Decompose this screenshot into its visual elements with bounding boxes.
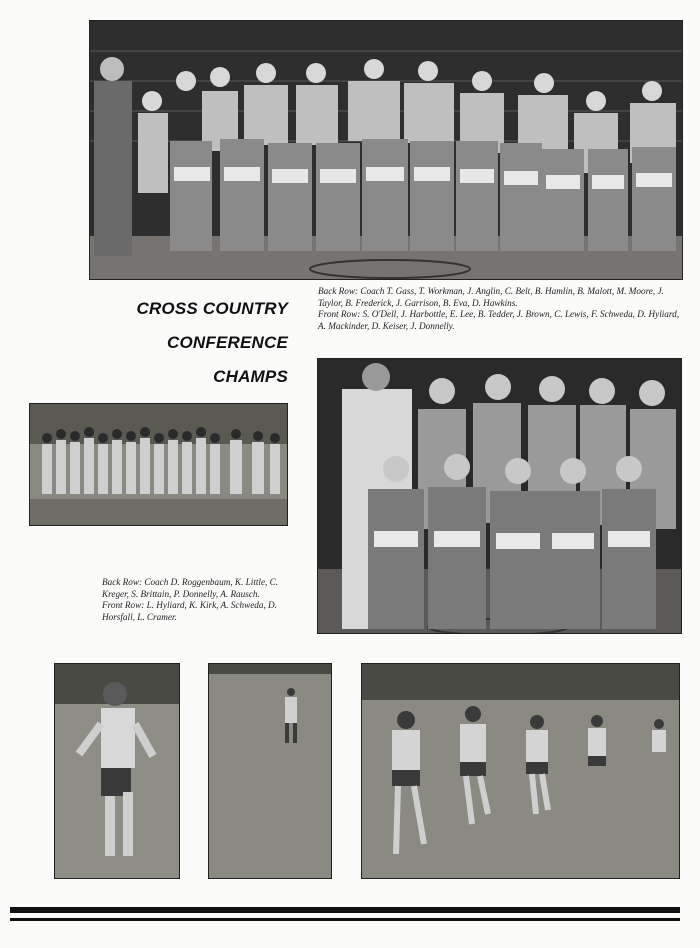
boys-team-caption [318, 286, 682, 332]
girls-team-photo [317, 358, 682, 634]
single-runner-field-photo [208, 663, 332, 879]
runner-closeup-image [55, 664, 179, 878]
bottom-rule-thick [10, 907, 680, 913]
boys-back-row-caption: Back Row: Coach T. Gass, T. Workman, J. Anglin, C. Belt, B. Hamlin, B. Malott, M. Moore, J. Taylor, B. Frederick, J. Garrison, B. Eva, D. Hawkins. [318, 286, 664, 308]
headline-line-1: CROSS COUNTRY [136, 299, 288, 318]
girls-back-row-caption: Back Row: Coach D. Roggenbaum, K. Little, C. Kreger, S. Brittain, P. Donnelly, A. Rausch. [102, 577, 279, 599]
headline-line-3: CHAMPS [213, 367, 288, 386]
girls-front-row-caption: Front Row: L. Hyliard, K. Kirk, A. Schweda, D. Horsfall, L. Cramer. [102, 600, 277, 622]
girls-team-caption [102, 577, 288, 623]
runners-race-image [362, 664, 679, 878]
headline-line-2: CONFERENCE [166, 333, 288, 352]
girls-team-photo-image [318, 359, 681, 633]
bottom-rule-thin [10, 918, 680, 921]
boys-team-photo-image [90, 21, 682, 279]
boys-team-photo [89, 20, 683, 280]
single-runner-field-image [209, 664, 331, 878]
runner-closeup-photo [54, 663, 180, 879]
boys-front-row-caption: Front Row: S. O'Dell, J. Harbottle, E. Lee, B. Tedder, J. Brown, C. Lewis, F. Schweda, D. Hyliard, A. Mackinder, D. Keiser, J. Donnelly. [318, 309, 680, 331]
team-outdoor-group-image [30, 404, 287, 525]
team-outdoor-group-photo [29, 403, 288, 526]
runners-race-photo [361, 663, 680, 879]
